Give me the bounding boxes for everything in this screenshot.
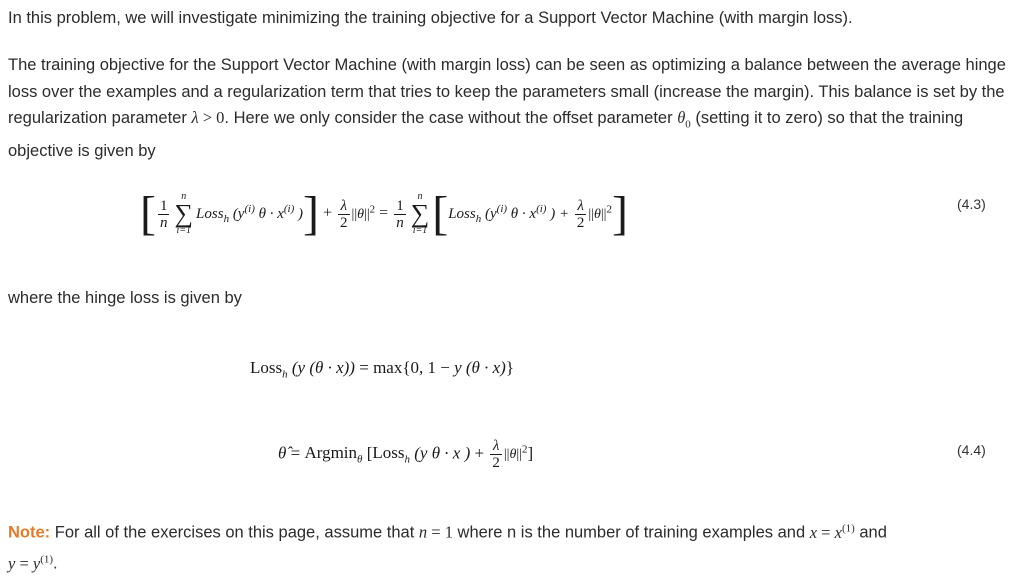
x-equals-x1: $x = x^{(1)}$ bbox=[809, 522, 855, 542]
note-label: Note: bbox=[8, 523, 51, 542]
theta-zero: $\theta_0$ bbox=[677, 108, 691, 131]
hinge-loss-equation: Loss$_h$ (y (θ · x)) = max{0, 1 − y (θ · x)} bbox=[250, 358, 515, 381]
objective-paragraph: The training objective for the Support Vector Machine (with margin loss) can be seen as optimizing a balance between the average hinge loss over the examples and a regularization term that tries to keep the parameters small (increase the margin). This balance is set by the regularization parameter λ > 0. Here we only consider the case without the offset parameter $\theta_0$ (setting it to zero) so that the training objective is given by bbox=[8, 56, 1006, 160]
y-equals-y1: $y = y^{(1)}$ bbox=[8, 553, 54, 573]
lambda-gt-zero: λ > 0 bbox=[191, 108, 225, 127]
equation-4-3: [ $\frac{1}{n}$ n ∑ i=1 Loss$_h$ ($y^{(i)}$ $\theta \cdot x^{(i)}$ )] + $\frac{\lambda}{2}$ $||\theta||^2$ = $\frac{1}{n}$ n ∑ i=1 [Loss$_h$ ($y^{(i)}$ $\theta \cdot x^{(i)}$ ) + $\frac{\lambda}{2}$ $||\theta||^2$] bbox=[140, 187, 628, 240]
equation-4-4: θ̂ = Argmin$_\theta$ [Loss$_h$ (y θ · x ) + $\frac{\lambda}{2}$ $||\theta||^2$] bbox=[278, 438, 534, 471]
intro-paragraph: In this problem, we will investigate minimizing the training objective for a Support Vector Machine (with margin loss). bbox=[8, 9, 853, 27]
n-equals-one: n = 1 bbox=[418, 522, 453, 542]
equation-number-4-4: (4.4) bbox=[957, 442, 986, 458]
equation-number-4-3: (4.3) bbox=[957, 196, 986, 212]
note-paragraph: Note: For all of the exercises on this page, assume that n = 1 where n is the number of training examples and $x = x^{(1)}$ and $y = y^{(1)}$. bbox=[8, 522, 887, 573]
where-paragraph: where the hinge loss is given by bbox=[8, 289, 242, 307]
